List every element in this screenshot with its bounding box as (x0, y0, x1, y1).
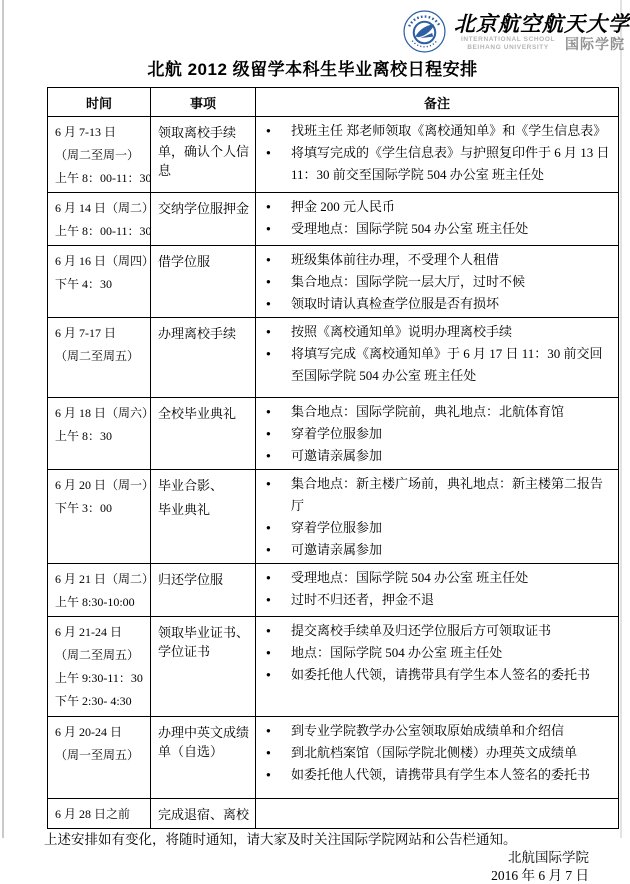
note-text: 集合地点：国际学院前，典礼地点：北航体育馆 (291, 401, 564, 423)
column-header-time: 时间 (48, 88, 151, 117)
school-name-english (452, 36, 564, 52)
table-row (48, 117, 619, 193)
table-row (48, 717, 619, 799)
table-header-row (48, 88, 619, 117)
schedule-table (47, 87, 619, 829)
time-text: （周一至周五） (55, 744, 148, 767)
signature-date: 2016 年 6 月 7 日 (0, 867, 589, 884)
notes-cell (256, 717, 619, 799)
note-text: 到专业学院教学办公室领取原始成绩单和介绍信 (291, 720, 564, 742)
item-text: 交纳学位服押金 (158, 199, 253, 218)
time-text: 下午 2:30- 4:30 (55, 690, 148, 713)
bullet-icon: ● (266, 271, 280, 293)
bullet-icon: ● (266, 517, 280, 539)
item-text: 归还学位服 (158, 570, 253, 589)
item-cell (151, 717, 256, 799)
time-cell (48, 617, 151, 717)
bullet-icon: ● (266, 321, 280, 343)
note-item (266, 642, 614, 664)
time-cell (48, 398, 151, 470)
note-text: 提交离校手续单及归还学位服后方可领取证书 (291, 620, 551, 642)
column-header-notes: 备注 (256, 88, 619, 117)
note-text: 穿着学位服参加 (291, 423, 382, 445)
time-text: 6 月 7-13 日 (55, 121, 148, 144)
bullet-icon: ● (266, 249, 280, 271)
time-text: 6 月 21 日（周二） (55, 568, 148, 591)
bullet-icon: ● (266, 120, 280, 142)
item-text: 毕业典礼 (158, 500, 253, 519)
item-text: 办理离校手续 (158, 324, 253, 343)
note-text: 到北航档案馆（国际学院北侧楼）办理英文成绩单 (291, 742, 577, 764)
time-text: （周二至周五） (55, 345, 148, 368)
bullet-icon: ● (266, 620, 280, 642)
table-row (48, 193, 619, 246)
item-cell (151, 193, 256, 246)
time-cell (48, 246, 151, 318)
note-text: 穿着学位服参加 (291, 517, 382, 539)
bullet-icon: ● (266, 401, 280, 423)
bullet-icon: ● (266, 664, 280, 686)
table-row (48, 799, 619, 829)
note-item (266, 196, 614, 218)
note-item (266, 445, 614, 467)
time-cell (48, 799, 151, 829)
time-text: 上午 8:30-10:00 (55, 591, 148, 614)
time-text: 上午 8：00-11：30 (55, 220, 148, 243)
time-text: 6 月 7-17 日 (55, 322, 148, 345)
item-text: 领取毕业证书、学位证书 (158, 623, 253, 661)
note-item (266, 120, 614, 142)
note-text: 可邀请亲属参加 (291, 539, 382, 561)
bullet-icon: ● (266, 764, 280, 786)
note-item (266, 423, 614, 445)
time-text: 上午 8：30 (55, 425, 148, 448)
notes-cell (256, 117, 619, 193)
bullet-icon: ● (266, 742, 280, 764)
bullet-icon: ● (266, 293, 280, 315)
note-text: 集合地点：新主楼广场前，典礼地点：新主楼第二报告厅 (291, 473, 614, 517)
time-text: （周二至周五） (55, 644, 148, 667)
item-text: 毕业合影、 (158, 476, 253, 495)
note-text: 领取时请认真检查学位服是否有损坏 (291, 293, 499, 315)
note-item (266, 664, 614, 686)
time-cell (48, 318, 151, 398)
time-cell (48, 564, 151, 617)
notes-cell (256, 470, 619, 564)
time-cell (48, 117, 151, 193)
item-cell (151, 117, 256, 193)
signature-org: 北航国际学院 (0, 849, 589, 867)
item-text: 办理中英文成绩单（自选） (158, 723, 253, 761)
note-item (266, 589, 614, 611)
university-emblem-icon (402, 9, 447, 54)
note-text: 将填写完成《离校通知单》于 6 月 17 日 11：30 前交回至国际学院 504 办公室 班主任处 (291, 343, 614, 387)
page-right-edge (620, 0, 622, 838)
item-cell (151, 398, 256, 470)
note-text: 受理地点：国际学院 504 办公室 班主任处 (291, 218, 528, 240)
time-text: 6 月 20 日（周一） (55, 474, 148, 497)
time-text: 上午 8：00-11：30 (55, 167, 148, 190)
note-text: 受理地点：国际学院 504 办公室 班主任处 (291, 567, 528, 589)
page-left-edge (2, 0, 4, 838)
university-logo (402, 7, 620, 57)
note-item (266, 473, 614, 517)
item-cell (151, 318, 256, 398)
notes-cell (256, 617, 619, 717)
bullet-icon: ● (266, 445, 280, 467)
note-text: 按照《离校通知单》说明办理离校手续 (291, 321, 512, 343)
notes-cell (256, 193, 619, 246)
time-text: 6 月 28 日之前 (55, 803, 148, 826)
time-text: 6 月 18 日（周六） (55, 402, 148, 425)
bullet-icon: ● (266, 589, 280, 611)
page-title: 北航 2012 级留学本科生毕业离校日程安排 (0, 0, 625, 80)
item-cell (151, 799, 256, 829)
note-text: 过时不归还者，押金不退 (291, 589, 434, 611)
note-item (266, 620, 614, 642)
item-text: 完成退宿、离校 (158, 805, 253, 824)
column-header-item: 事项 (151, 88, 256, 117)
note-text: 如委托他人代领，请携带具有学生本人签名的委托书 (291, 764, 590, 786)
table-row (48, 398, 619, 470)
time-text: 6 月 20-24 日 (55, 721, 148, 744)
time-text: （周二至周一） (55, 144, 148, 167)
bullet-icon: ● (266, 720, 280, 742)
note-item (266, 142, 614, 186)
note-item (266, 293, 614, 315)
note-text: 将填写完成的《学生信息表》与护照复印件于 6 月 13 日 11：30 前交至国际学院 504 办公室 班主任处 (291, 142, 614, 186)
time-text: 下午 3：00 (55, 497, 148, 520)
table-row (48, 246, 619, 318)
item-text: 全校毕业典礼 (158, 404, 253, 423)
note-item (266, 720, 614, 742)
notes-cell (256, 398, 619, 470)
university-name-calligraphy: 北京航空航天大学 (454, 8, 630, 38)
note-item (266, 401, 614, 423)
time-text: 6 月 21-24 日 (55, 621, 148, 644)
note-item (266, 321, 614, 343)
item-cell (151, 617, 256, 717)
notes-cell (256, 799, 619, 829)
item-cell (151, 564, 256, 617)
table-row (48, 564, 619, 617)
time-text: 6 月 14 日（周二） (55, 197, 148, 220)
note-item (266, 249, 614, 271)
note-item (266, 742, 614, 764)
notes-cell (256, 564, 619, 617)
note-item (266, 517, 614, 539)
footer-note: 上述安排如有变化，将随时通知，请大家及时关注国际学院网站和公告栏通知。 (44, 831, 625, 848)
note-item (266, 271, 614, 293)
note-item (266, 218, 614, 240)
time-cell (48, 193, 151, 246)
table-row (48, 470, 619, 564)
bullet-icon: ● (266, 196, 280, 218)
note-text: 地点：国际学院 504 办公室 班主任处 (291, 642, 502, 664)
notes-cell (256, 246, 619, 318)
bullet-icon: ● (266, 473, 280, 495)
note-text: 集合地点：国际学院一层大厅，过时不候 (291, 271, 525, 293)
school-en-line1: INTERNATIONAL SCHOOL (452, 36, 564, 44)
note-item (266, 567, 614, 589)
bullet-icon: ● (266, 567, 280, 589)
item-cell (151, 470, 256, 564)
bullet-icon: ● (266, 539, 280, 561)
table-row (48, 318, 619, 398)
note-text: 班级集体前往办理，不受理个人租借 (291, 249, 499, 271)
time-cell (48, 470, 151, 564)
bullet-icon: ● (266, 218, 280, 240)
time-cell (48, 717, 151, 799)
table-row (48, 617, 619, 717)
item-text: 领取离校手续单，确认个人信息 (158, 123, 253, 180)
time-text: 上午 9:30-11：30 (55, 667, 148, 690)
time-text: 下午 4：30 (55, 273, 148, 296)
note-text: 押金 200 元人民币 (291, 196, 395, 218)
note-text: 可邀请亲属参加 (291, 445, 382, 467)
school-en-line2: BEIHANG UNIVERSITY (452, 44, 564, 52)
notes-cell (256, 318, 619, 398)
note-item (266, 764, 614, 786)
school-name-chinese: 国际学院 (565, 34, 625, 54)
bullet-icon: ● (266, 642, 280, 664)
time-text: 6 月 16 日（周四） (55, 250, 148, 273)
bullet-icon: ● (266, 142, 280, 164)
note-item (266, 539, 614, 561)
note-text: 找班主任 郑老师领取《离校通知单》和《学生信息表》 (291, 120, 606, 142)
note-text: 如委托他人代领，请携带具有学生本人签名的委托书 (291, 664, 590, 686)
signature-block (0, 849, 589, 884)
item-text: 借学位服 (158, 252, 253, 271)
note-item (266, 343, 614, 387)
bullet-icon: ● (266, 343, 280, 365)
bullet-icon: ● (266, 423, 280, 445)
item-cell (151, 246, 256, 318)
